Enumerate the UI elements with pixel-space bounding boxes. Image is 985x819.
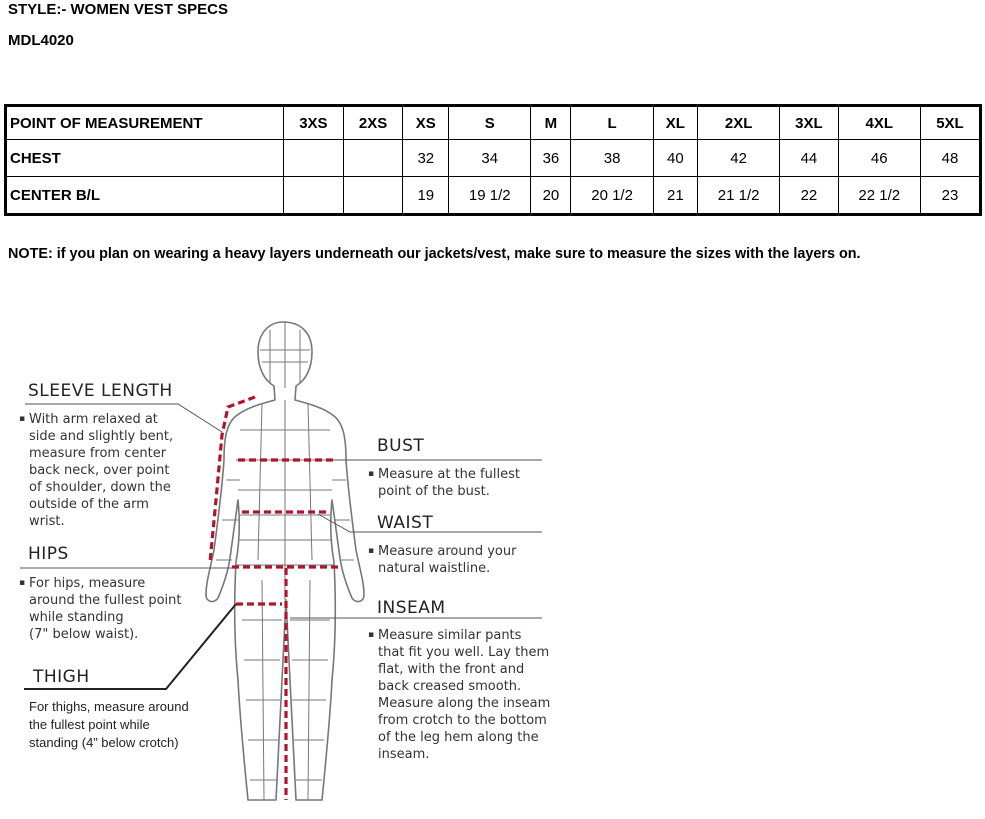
text-line: wrist. — [29, 514, 65, 529]
text-line: outside of the arm — [29, 497, 149, 512]
column-header: 4XL — [838, 106, 920, 140]
thigh-text — [29, 698, 189, 752]
text-line: standing (4” below crotch) — [29, 735, 179, 750]
text-line: the fullest point while — [29, 717, 150, 732]
table-cell: 40 — [653, 140, 697, 177]
table-cell: 20 — [531, 177, 571, 215]
hips-title: HIPS — [28, 544, 69, 564]
column-header: 3XS — [284, 106, 344, 140]
text-line: back neck, over point — [29, 463, 170, 478]
column-header: 5XL — [920, 106, 980, 140]
waist-text — [368, 543, 517, 577]
text-line: Measure at the fullest — [378, 467, 520, 482]
text-line: of shoulder, down the — [29, 480, 171, 495]
sleeve-length-text — [19, 411, 174, 530]
table-row — [6, 140, 981, 177]
row-label: CENTER B/L — [6, 177, 284, 215]
bust-title: BUST — [377, 436, 425, 456]
inseam-text — [368, 627, 551, 763]
column-header: M — [531, 106, 571, 140]
text-line: Measure along the inseam — [378, 696, 551, 711]
table-cell: 21 1/2 — [697, 177, 779, 215]
bullet-icon: ▪ — [19, 578, 26, 588]
table-cell: 22 1/2 — [838, 177, 920, 215]
text-line: inseam. — [378, 747, 430, 762]
size-spec-table — [4, 104, 982, 216]
column-header: 3XL — [780, 106, 838, 140]
text-line: point of the bust. — [378, 484, 490, 499]
table-row — [6, 177, 981, 215]
column-header: XL — [653, 106, 697, 140]
row-label: CHEST — [6, 140, 284, 177]
table-cell — [343, 177, 403, 215]
layering-note: NOTE: if you plan on wearing a heavy layers underneath our jackets/vest, make sure to measure the sizes with the layers on. — [8, 246, 861, 262]
text-line: while standing — [29, 610, 124, 625]
table-cell: 21 — [653, 177, 697, 215]
measurement-diagram — [0, 300, 985, 819]
text-line: side and slightly bent, — [29, 429, 174, 444]
text-line: For hips, measure — [29, 576, 146, 591]
table-cell: 19 — [403, 177, 449, 215]
text-line: that fit you well. Lay them — [378, 645, 550, 660]
text-line: back creased smooth. — [378, 679, 522, 694]
column-header: XS — [403, 106, 449, 140]
sleeve-length-title: SLEEVE LENGTH — [28, 381, 173, 401]
bullet-icon: ▪ — [368, 546, 375, 556]
text-line: from crotch to the bottom — [378, 713, 547, 728]
text-line: (7" below waist). — [29, 627, 139, 642]
text-line: natural waistline. — [378, 561, 491, 576]
thigh-title: THIGH — [33, 667, 90, 687]
table-cell — [343, 140, 403, 177]
bullet-icon: ▪ — [368, 630, 375, 640]
table-cell: 48 — [920, 140, 980, 177]
table-cell: 23 — [920, 177, 980, 215]
table-cell — [284, 177, 344, 215]
column-header: POINT OF MEASUREMENT — [6, 106, 284, 140]
inseam-title: INSEAM — [377, 598, 446, 618]
text-line: With arm relaxed at — [29, 412, 158, 427]
column-header: 2XL — [697, 106, 779, 140]
table-cell: 34 — [449, 140, 531, 177]
hips-text — [19, 575, 182, 643]
bust-text — [368, 466, 520, 500]
column-header: S — [449, 106, 531, 140]
style-title: STYLE:- WOMEN VEST SPECS — [8, 1, 229, 18]
model-number: MDL4020 — [8, 32, 74, 49]
column-header: L — [571, 106, 653, 140]
text-line: measure from center — [29, 446, 167, 461]
text-line: For thighs, measure around — [29, 699, 189, 714]
table-cell: 36 — [531, 140, 571, 177]
bullet-icon: ▪ — [19, 414, 26, 424]
text-line: of the leg hem along the — [378, 730, 539, 745]
table-cell: 44 — [780, 140, 838, 177]
waist-title: WAIST — [377, 513, 434, 533]
text-line: Measure around your — [378, 544, 517, 559]
table-cell: 20 1/2 — [571, 177, 653, 215]
text-line: around the fullest point — [29, 593, 182, 608]
table-cell: 46 — [838, 140, 920, 177]
text-line: flat, with the front and — [378, 662, 525, 677]
table-cell: 38 — [571, 140, 653, 177]
table-cell: 19 1/2 — [449, 177, 531, 215]
table-cell — [284, 140, 344, 177]
column-header: 2XS — [343, 106, 403, 140]
table-cell: 32 — [403, 140, 449, 177]
text-line: Measure similar pants — [378, 628, 522, 643]
table-header-row — [6, 106, 981, 140]
table-cell: 42 — [697, 140, 779, 177]
table-cell: 22 — [780, 177, 838, 215]
bullet-icon: ▪ — [368, 469, 375, 479]
